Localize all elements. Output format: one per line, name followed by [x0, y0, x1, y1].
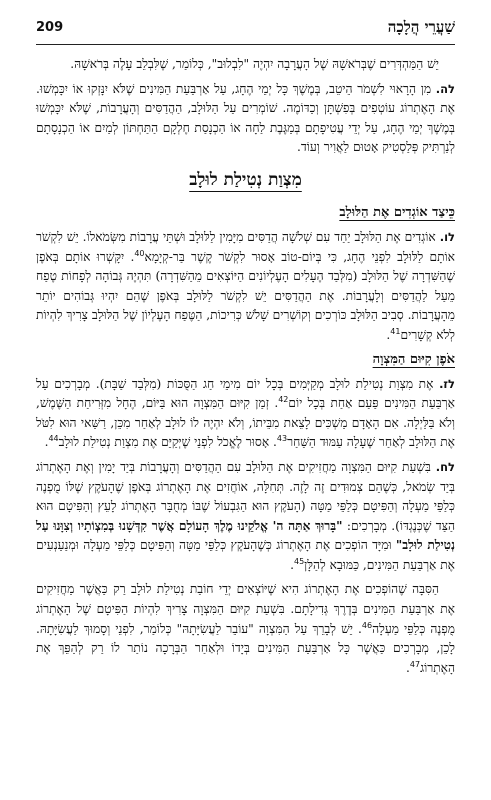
subheading-binding: כֵּיצַד אוֹגְדִים אֶת הַלּוּלָב [339, 204, 455, 220]
paragraph-lz [36, 375, 455, 453]
paragraph-lh-text: מִן הָרָאוּי לִשְׁמֹר הֵיטֵב, בְּמֶשֶׁךְ כָּל יְמֵי הֶחָג, עַל אַרְבַּעַת הַמִּינִים שֶׁלֹּא יִנָּזְקוּ אוֹ יִכָּמְשׁוּ. אֶת הָאֶתְרוֹג עוֹטְפִים בְּפִשְׁתָּן וְכַדּוֹמֶה. שׁוֹמְרִים עַל הַלּוּלָב, הַהֲדַסִּים וְהָעֲרָבוֹת, שֶׁלֹּא יִכָּמְשׁוּ בְּמֶשֶׁךְ יְמֵי הֶחָג, עַל יְדֵי עֲטִיפָתָם בְּמַגֶּבֶת לַחָה אוֹ הַכְנָסַת חֶלְקָם הַתַּחְתּוֹן לְמַיִם אוֹ הַכְנָסָתָם לְנַרְתִּיק פְּלַסְטִיק אָטוּם לַאֲוִיר וְעוֹד. [36, 81, 455, 155]
paragraph-marker-lch: לח. [435, 459, 455, 474]
closing-text-b: . יֵשׁ לְבָרֵךְ עַל הַמִּצְוָה "עוֹבֵר לַעֲשִׂיָּתָהּ" כְּלוֹמַר, לִפְנֵי וְסָמוּךְ לַעֲשִׂיָּתָהּ. לָכֵן, מְבָרְכִים כַּאֲשֶׁר כָּל אַרְבַּעַת הַמִּינִים בְּיָדוֹ וּלְאַחַר הַבְּרָכָה נוֹתַר לוֹ רַק לְהַפֵּךְ אֶת הָאֶתְרוֹג [36, 621, 455, 675]
paragraph-lch-text-c: . [290, 557, 294, 572]
footnote-ref-44[interactable]: 44 [48, 434, 59, 444]
paragraph-marker-lh: לה. [435, 81, 455, 96]
page-header [36, 18, 455, 45]
paragraph-lz-text-a: אֶת מִצְוַת נְטִילַת לוּלָב מְקַיְּמִים בְּכָל יוֹם מִימֵי חַג הַסֻּכּוֹת (מִלְּבַד שַׁבָּת). מְבָרְכִים עַל אַרְבַּעַת הַמִּינִים פַּעַם אַחַת בְּכָל יוֹם [36, 376, 455, 411]
paragraph-lz-text-c: . אָסוּר לֶאֱכֹל לִפְנֵי שֶׁיְּקַיֵּם אֶת מִצְוַת נְטִילַת לוּלָב [58, 435, 277, 450]
paragraph-lv [36, 228, 455, 346]
paragraph-lz-text-b: . זְמַן קִיּוּם הַמִּצְוָה הוּא בַּיּוֹם, הֶחָל מִזְּרִיחַת הַשֶּׁמֶשׁ, וְלֹא בַּלַּיְלָה. אִם הָאָדָם מַשְׁכִּים לָצֵאת מִבֵּיתוֹ, וְלֹא יִהְיֶה לוֹ לוּלָב לְאַחַר מִכֵּן, רַשַּׁאי הוּא לִטֹּל אֶת הַלּוּלָב לְאַחַר שֶׁעָלָה עַמּוּד הַשַּׁחַר [36, 396, 455, 450]
paragraph-lz-text-d: . [44, 435, 49, 450]
closing-text-c: . [406, 660, 410, 675]
section-title: מִצְוַת נְטִילַת לוּלָב [189, 169, 302, 190]
paragraph-marker-lv: לו. [439, 229, 456, 244]
closing-paragraph [36, 580, 455, 678]
intro-text: יֵשׁ הַמַּהְדְּרִים שֶׁבְּרֹאשָׁהּ שֶׁל הָעֲרָבָה יִהְיֶה "לִבְלוּב", כְּלוֹמַר, שֶׁלִּבְלֵב עָלֶה בְּרֹאשָׁהּ. [70, 57, 439, 71]
running-title: שַׁעֲרֵי הֲלָכָה [387, 18, 455, 36]
paragraph-lv-text-b: . יִקָּשְׁרוּ אוֹתָם בְּאֹפֶן שֶׁהַשִּׁדְרָה שֶׁל הַלּוּלָב (מִלְּבַד הֶעָלִים הָעֶלְיוֹנִים הַיּוֹצְאִים מֵהַשִּׁדְרָה) תִּהְיֶה גְּבוֹהָה לְפָחוֹת טֶפַח מֵעַל לַהֲדַסִּים וְלָעֲרָבוֹת. אֶת הַהֲדַסִּים יֵשׁ לִקְשֹׁר לַלּוּלָב בְּאֹפֶן שֶׁהֵם יִהְיוּ גְּבוֹהִים יוֹתֵר מֵהָעֲרָבוֹת. סְבִיב הַלּוּלָב כּוֹרְכִים וְקוֹשְׁרִים שָׁלֹשׁ כְּרִיכוֹת, הַטֶּפַח הָעֶלְיוֹן שֶׁל הַלּוּלָב צָרִיךְ לִהְיוֹת לְלֹא קְשָׁרִים [36, 249, 455, 342]
paragraph-lv-text-a: אוֹגְדִים אֶת הַלּוּלָב יַחַד עִם שְׁלֹשָׁה הֲדַסִּים מִיָּמִין לַלּוּלָב וּשְׁתֵּי עֲרָבוֹת מִשְּׂמֹאלוֹ. יֵשׁ לִקְשֹׁר אוֹתָם לַלּוּלָב לִפְנֵי הֶחָג, כִּי בְּיוֹם-טוֹב אָסוּר לִקְשֹׁר קֶשֶׁר בַּר-קְיָמָא [36, 229, 455, 264]
paragraph-marker-lz: לז. [439, 376, 455, 391]
paragraph-lch-text-b: וּמִיָּד הוֹפְכִים אֶת הָאֶתְרוֹג כְּשֶׁהָעֹקֶץ כְּלַפֵּי מַטָּה וְהַפִּיטָם כְּלַפֵּי מַעְלָה וּמְנַעַנְעִים אֶת אַרְבַּעַת הַמִּינִים, כַּמּוּבָא לְהַלָּן [36, 538, 455, 572]
closing-text-a: הַסִּבָּה שֶׁהוֹפְכִים אֶת הָאֶתְרוֹג הִיא שֶׁיּוֹצְאִים יְדֵי חוֹבַת נְטִילַת לוּלָב רַק כַּאֲשֶׁר מַחֲזִיקִים אֶת אַרְבַּעַת הַמִּינִים בְּדֶרֶךְ גְּדִילָתָם. בִּשְׁעַת קִיּוּם הַמִּצְוָה צָרִיךְ לִהְיוֹת הַפִּיטָם שֶׁל הָאֶתְרוֹג מֻפְנֶה כְּלַפֵּי מַעְלָה [36, 582, 455, 636]
intro-paragraph [36, 55, 455, 75]
paragraph-lch-text-a: בִּשְׁעַת קִיּוּם הַמִּצְוָה מַחֲזִיקִים אֶת הַלּוּלָב עִם הַהֲדַסִּים וְהָעֲרָבוֹת בְּיַד יָמִין וְאֶת הָאֶתְרוֹג בְּיַד שְׂמֹאל, כְּשֶׁהֵם צְמוּדִים זֶה לָזֶה. תְּחִלָּה, אוֹחֲזִים אֶת הָאֶתְרוֹג בְּאֹפֶן שֶׁהָעֹקֶץ שֶׁלּוֹ מֻפְנֶה כְּלַפֵּי מַעְלָה וְהַפִּיטָם כְּלַפֵּי מַטָּה (הָעֹקֶץ הוּא הַגִּבְעוֹל שֶׁבּוֹ מְחֻבָּר הָאֶתְרוֹג לָעֵץ וְהַפִּיטָם הוּא הַצַּד שֶׁכְּנֶגְדּוֹ). מְבָרְכִים: [36, 459, 456, 533]
footnote-ref-41[interactable]: 41 [390, 326, 401, 336]
footnote-ref-47[interactable]: 47 [409, 659, 421, 669]
page-number: 209 [36, 20, 64, 35]
subheading-fulfilment: אֹפֶן קִיּוּם הַמִּצְוָה [372, 351, 455, 367]
paragraph-lh [36, 80, 455, 158]
blessing-text: "בָּרוּךְ אַתָּה ה' אֱלֹקֵינוּ מֶלֶךְ הָעוֹלָם אֲשֶׁר קִדְּשָׁנוּ בְּמִצְוֹתָיו וְצִוָּנוּ עַל נְטִילַת לוּלָב" [36, 518, 455, 553]
footnote-ref-45[interactable]: 45 [293, 556, 305, 566]
footnote-ref-43[interactable]: 43 [276, 434, 288, 444]
paragraph-lch [36, 458, 455, 576]
footnote-ref-46[interactable]: 46 [361, 620, 373, 630]
paragraph-lv-text-c: . [386, 327, 391, 342]
footnote-ref-42[interactable]: 42 [278, 395, 289, 405]
footnote-ref-40[interactable]: 40 [134, 248, 145, 258]
